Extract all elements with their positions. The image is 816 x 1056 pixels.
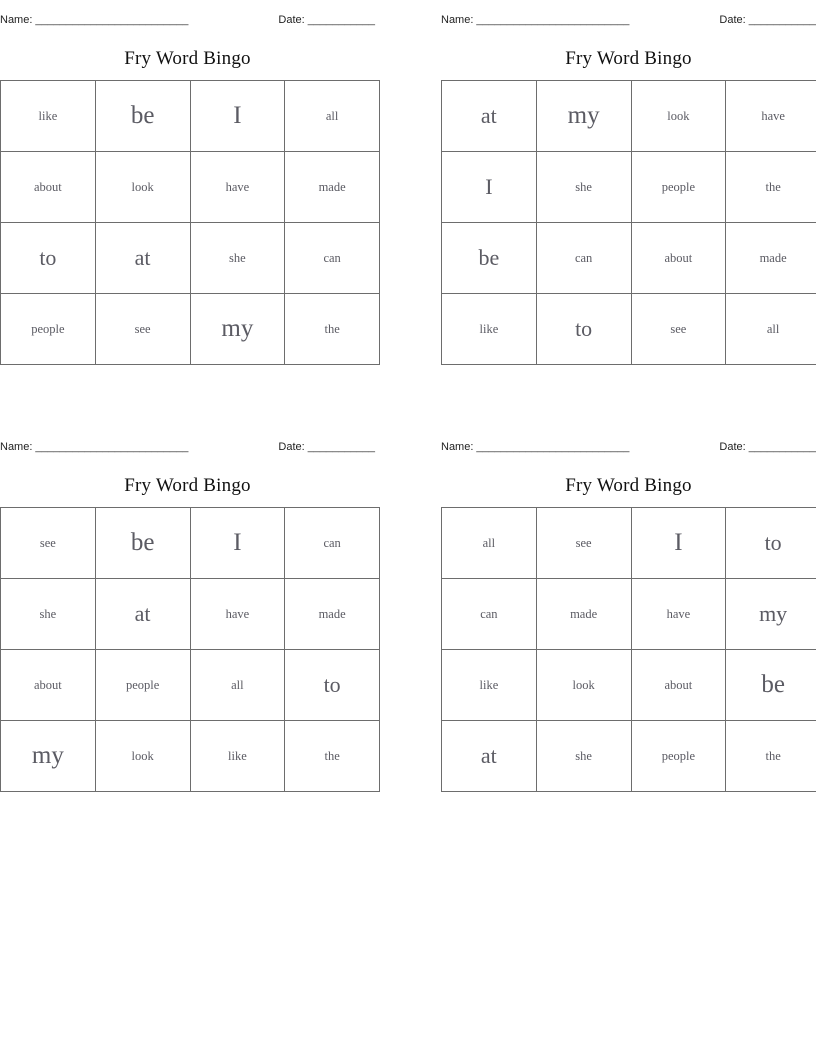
table-row [1,81,380,152]
bingo-cell[interactable]: people [631,152,726,223]
card-2-name-blank[interactable]: _________________________ [476,14,630,26]
bingo-cell[interactable]: to [536,294,631,365]
bingo-cell[interactable]: all [285,81,380,152]
bingo-card-3 [0,427,408,792]
bingo-cell[interactable]: like [1,81,96,152]
bingo-cell[interactable]: my [190,294,285,365]
bingo-cell[interactable]: can [285,508,380,579]
card-3-date-field[interactable] [278,441,375,453]
card-1-meta-row [0,0,375,26]
bingo-cell[interactable]: all [190,650,285,721]
bingo-cell[interactable]: be [95,508,190,579]
bingo-cell[interactable]: like [442,650,537,721]
card-2-title: Fry Word Bingo [565,48,692,69]
card-4-meta-row [441,427,816,453]
bingo-cell[interactable]: about [1,650,96,721]
card-3-title: Fry Word Bingo [124,475,251,496]
bingo-cell[interactable]: at [442,81,537,152]
bingo-cell[interactable]: all [726,294,816,365]
bingo-cell[interactable]: have [631,579,726,650]
table-row [442,650,816,721]
table-row [442,721,816,792]
card-2-name-label: Name: [441,14,474,26]
bingo-cell[interactable]: she [536,721,631,792]
bingo-cell[interactable]: be [442,223,537,294]
bingo-cell[interactable]: look [536,650,631,721]
bingo-cell[interactable]: like [190,721,285,792]
bingo-cell[interactable]: look [95,152,190,223]
bingo-cell[interactable]: see [536,508,631,579]
bingo-cell[interactable]: have [190,152,285,223]
card-2-table [441,80,816,365]
bingo-cell[interactable]: can [442,579,537,650]
card-3-date-blank[interactable]: ___________ [307,441,375,453]
bingo-cell[interactable]: I [190,508,285,579]
bingo-cell[interactable]: about [631,650,726,721]
bingo-cell[interactable]: about [631,223,726,294]
bingo-cell[interactable]: be [95,81,190,152]
card-2-name-field[interactable] [441,14,629,26]
card-3-name-label: Name: [0,441,33,453]
bingo-cell[interactable]: at [95,223,190,294]
bingo-cell[interactable]: see [1,508,96,579]
card-1-title: Fry Word Bingo [124,48,251,69]
bingo-cell[interactable]: made [285,579,380,650]
table-row [442,152,816,223]
bingo-cell[interactable]: she [1,579,96,650]
table-row [1,579,380,650]
table-row [442,81,816,152]
bingo-cell[interactable]: my [1,721,96,792]
bingo-card-1 [0,0,408,365]
card-row-spacer [0,365,816,427]
card-1-date-blank[interactable]: ___________ [307,14,375,26]
bingo-cell[interactable]: people [95,650,190,721]
card-4-name-field[interactable] [441,441,629,453]
bingo-cell[interactable]: to [285,650,380,721]
bingo-cell[interactable]: look [631,81,726,152]
table-row [1,223,380,294]
bingo-cell[interactable]: people [631,721,726,792]
card-1-name-label: Name: [0,14,33,26]
card-3-meta-row [0,427,375,453]
bingo-cell[interactable]: can [536,223,631,294]
card-1-name-field[interactable] [0,14,188,26]
bingo-cell[interactable]: can [285,223,380,294]
table-row [442,508,816,579]
card-1-name-blank[interactable]: _________________________ [35,14,189,26]
bingo-cell[interactable]: at [95,579,190,650]
bingo-cell[interactable]: about [1,152,96,223]
bingo-cell[interactable]: the [726,152,816,223]
bingo-cell[interactable]: the [285,721,380,792]
card-4-date-field[interactable] [719,441,816,453]
bingo-cell[interactable]: see [631,294,726,365]
bingo-cell[interactable]: be [726,650,816,721]
table-row [442,223,816,294]
table-row [442,579,816,650]
card-3-table [0,507,380,792]
card-4-table [441,507,816,792]
bingo-cell[interactable]: to [1,223,96,294]
bingo-cell[interactable]: look [95,721,190,792]
bingo-cell[interactable]: my [536,81,631,152]
card-1-date-label: Date: [278,14,305,26]
bingo-cell[interactable]: made [726,223,816,294]
card-4-date-blank[interactable]: ___________ [748,441,816,453]
card-3-name-blank[interactable]: _________________________ [35,441,189,453]
table-row [442,294,816,365]
bingo-cell[interactable]: the [726,721,816,792]
card-2-meta-row [441,0,816,26]
card-4-name-blank[interactable]: _________________________ [476,441,630,453]
card-3-date-label: Date: [278,441,305,453]
table-row [1,650,380,721]
bingo-cell[interactable]: I [631,508,726,579]
bingo-cell[interactable]: she [536,152,631,223]
bingo-cell[interactable]: she [190,223,285,294]
bingo-cell[interactable]: at [442,721,537,792]
bingo-cell[interactable]: made [536,579,631,650]
bingo-cell[interactable]: like [442,294,537,365]
bingo-cell[interactable]: I [190,81,285,152]
bingo-cell[interactable]: have [190,579,285,650]
card-1-date-field[interactable] [278,14,375,26]
bingo-card-2 [408,0,816,365]
table-row [1,152,380,223]
card-2-date-blank[interactable]: ___________ [748,14,816,26]
card-3-name-field[interactable] [0,441,188,453]
bingo-cell[interactable]: see [95,294,190,365]
bingo-cell[interactable]: I [442,152,537,223]
bingo-cell[interactable]: the [285,294,380,365]
card-2-date-field[interactable] [719,14,816,26]
bingo-cell[interactable]: have [726,81,816,152]
card-2-date-label: Date: [719,14,746,26]
card-4-name-label: Name: [441,441,474,453]
bingo-cell[interactable]: people [1,294,96,365]
table-row [1,721,380,792]
bingo-cell[interactable]: my [726,579,816,650]
card-4-date-label: Date: [719,441,746,453]
bingo-cell[interactable]: all [442,508,537,579]
card-1-table [0,80,380,365]
bingo-cell[interactable]: to [726,508,816,579]
card-4-title: Fry Word Bingo [565,475,692,496]
table-row [1,294,380,365]
table-row [1,508,380,579]
bingo-card-4 [408,427,816,792]
bingo-cell[interactable]: made [285,152,380,223]
